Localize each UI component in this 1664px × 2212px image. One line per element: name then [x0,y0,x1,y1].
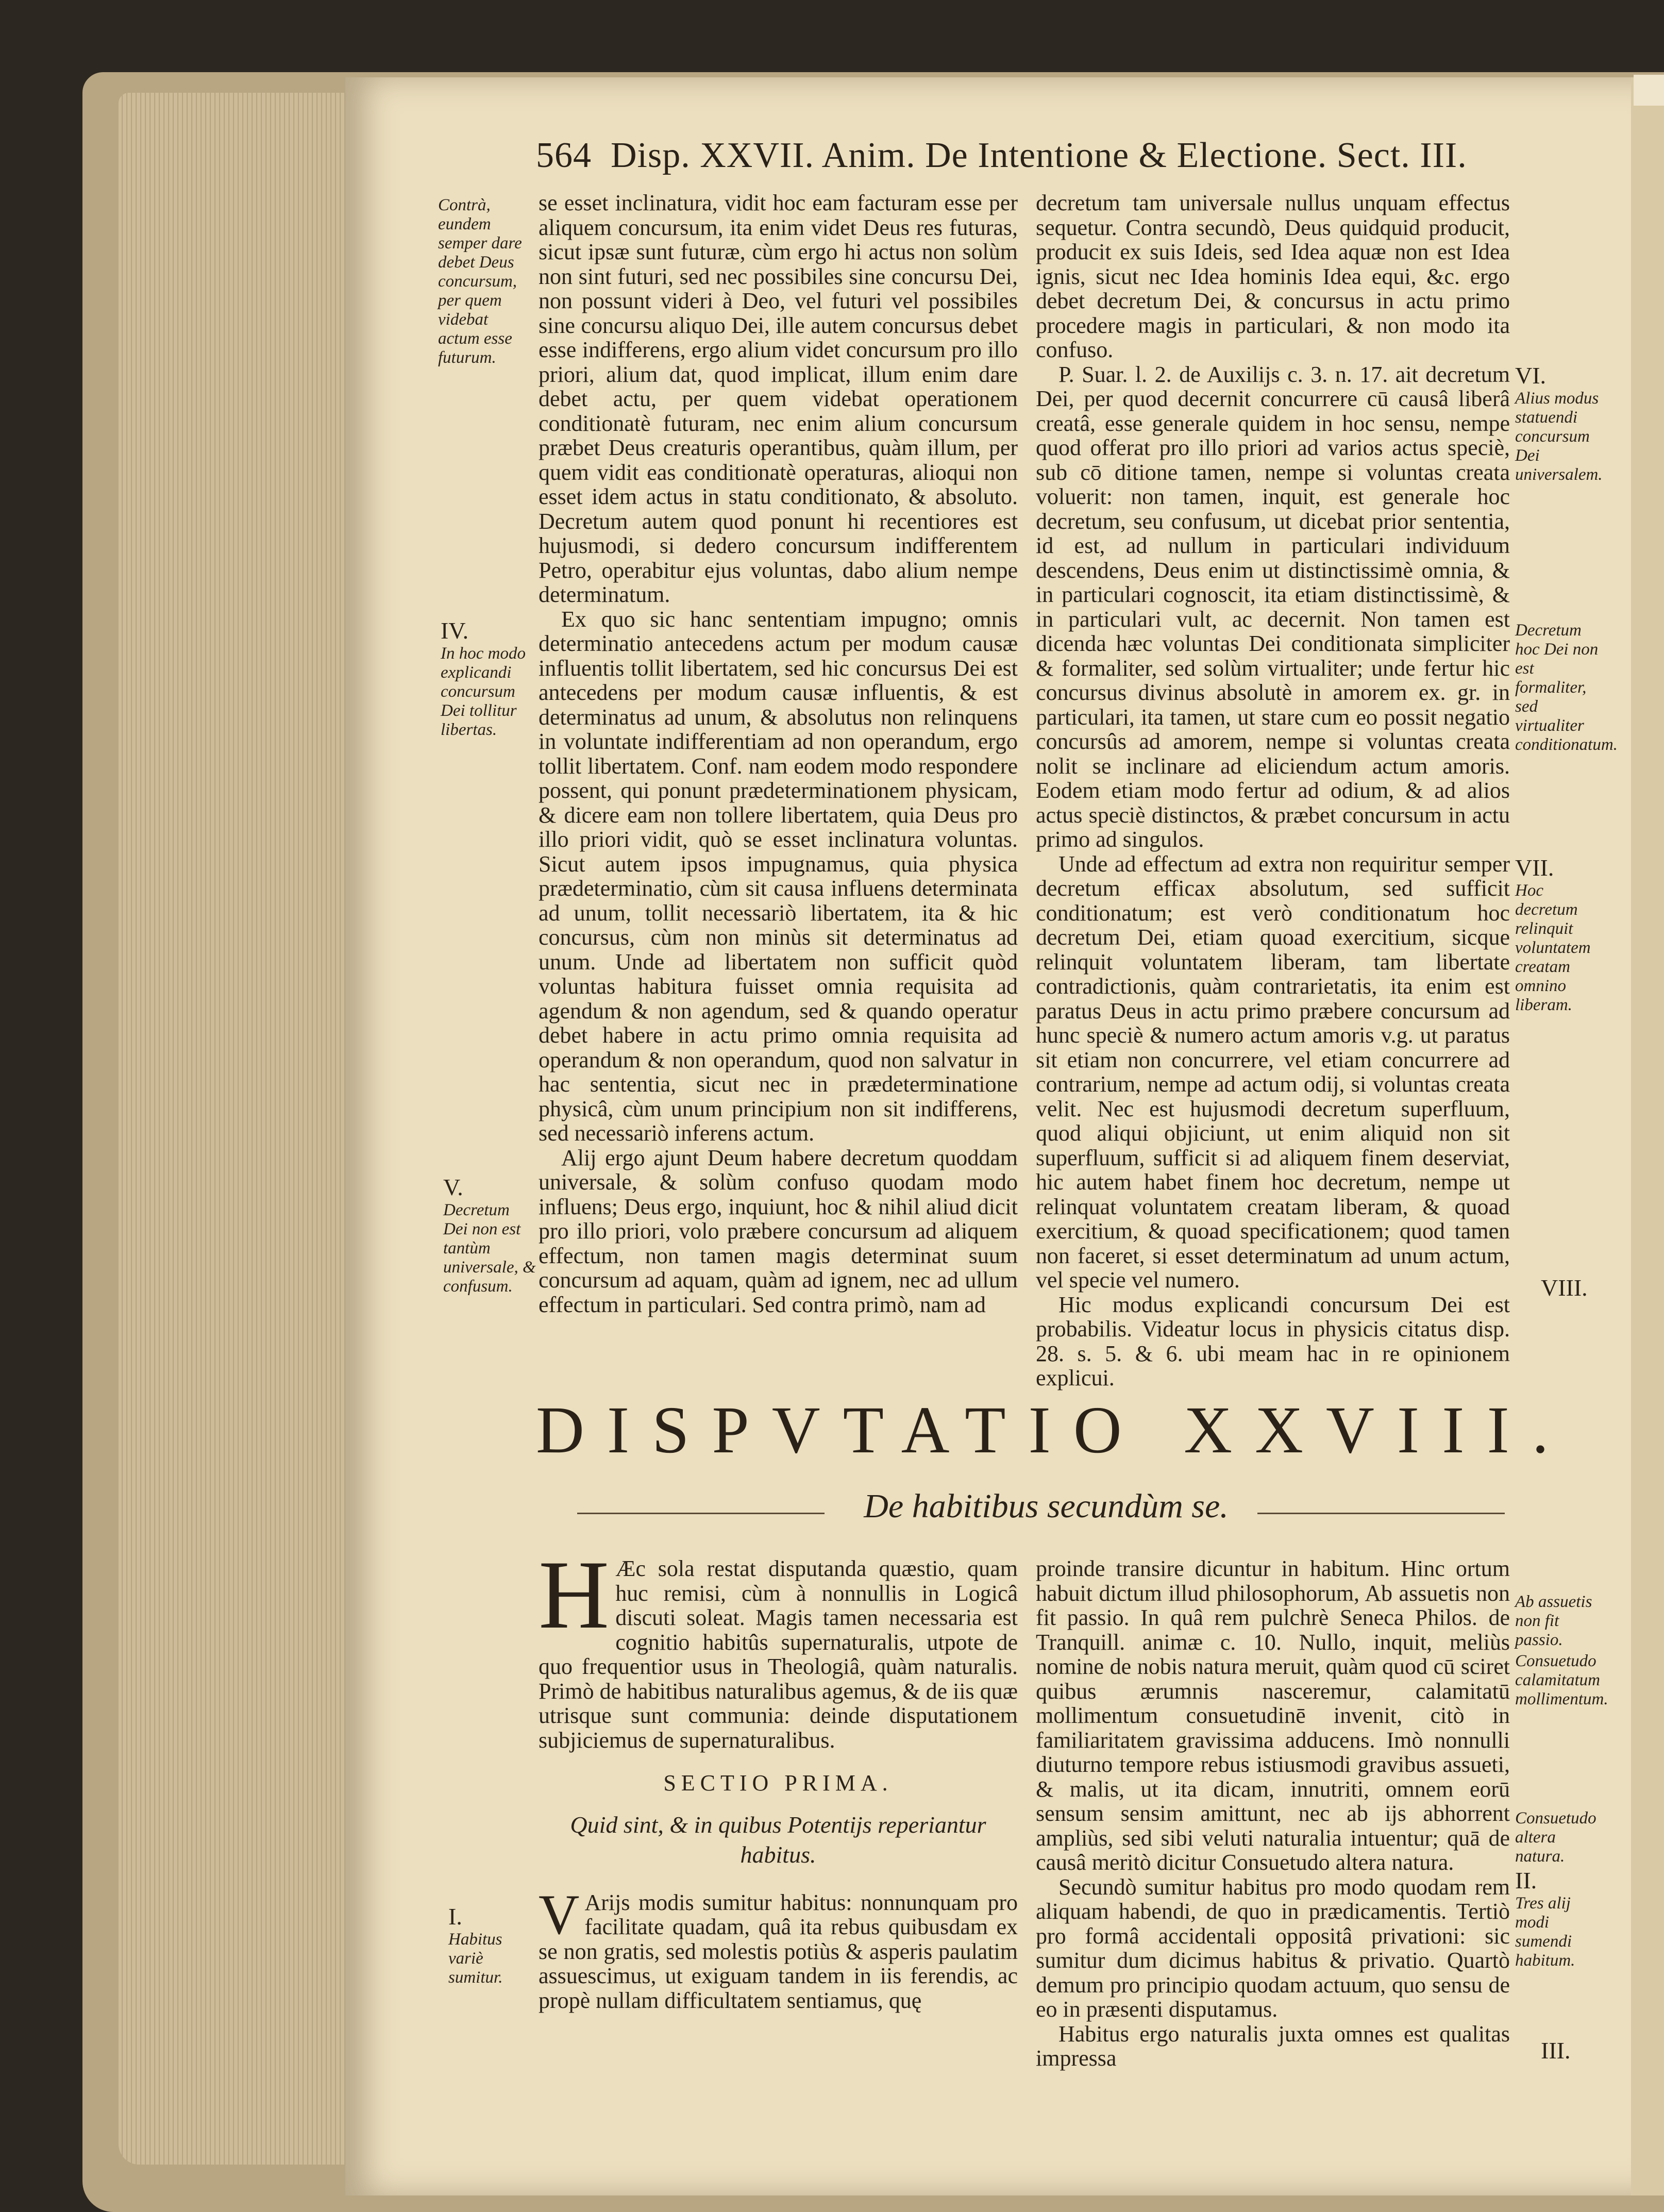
section-number: III. [1541,2037,1571,2064]
section-number: I. [448,1903,462,1930]
running-head-title: Disp. XXVII. Anim. De Intentione & Electione. Sect. III. [611,136,1467,175]
section-number: V. [443,1174,463,1200]
paragraph: se esset inclinatura, vidit hoc eam facturam esse per aliquem concursum, ita enim videt Deus res futuras, sicut ipsæ sunt futuræ, cùm ergo hi actus non solùm non sint futuri, sed nec possibiles sine concursu Dei, non possunt videri à Deo, vel futuri vel possibiles sine concursu aliquo Dei, ille autem concursus debet esse indifferens, ergo alium videt concursum pro illo priori, alium dat, quod implicat, illum enim dare debet actu, per quem videbat operationem conditionatè futuram, nec enim alium concursum præbet Deus creaturis operantibus, quàm illum, per quem vidit eas conditionatè operaturas, alioqui non esset idem actus in statu conditionato, & absoluto. Decretum autem quod ponunt hi recentiores est hujusmodi, si dedero concursum indifferentem Petro, operabitur ejus voluntas, dabo alium nempe determinatum. [539,190,1018,607]
section-number: IV. [441,617,469,644]
margin-note-9: Ab assuetis non fit passio. [1515,1593,1592,1649]
paragraph: Alij ergo ajunt Deum habere decretum quoddam universale, & solùm confuso quodam modo influens; Deus ergo, inquiunt, hoc & nihil aliud dicit pro illo priori, volo præbere concursum ad aliquem effectum, non tamen magis determinat suum concursum ad aquam, quàm ad ignem, nec ad ullum effectum in particulari. Sed contra primò, nam ad [539,1145,1018,1317]
margin-note-1: Contrà, eundem semper dare debet Deus concursum, per quem videbat actum esse futurum. [438,196,522,367]
intro-paragraph: H Æc sola restat disputanda quæstio, quam huc remisi, cùm à nonnullis in Logicâ discuti soleat. Magis tamen necessaria est cognitio habitûs supernaturalis, utpote de quo frequentior usus in Theologiâ, quàm naturalis. Primò de habitibus naturalibus agemus, & de iis quæ utrisque sunt communia: deinde disputationem subjiciemus de supernaturalibus. [539,1541,1018,1753]
column-right-bottom [1036,1556,1510,2071]
margin-note-2: IV. In hoc modo explicandi concursum Dei tollitur libertas. [441,621,536,740]
paragraph: Secundò sumitur habitus pro modo quodam rem aliquam habendi, de quo in prædicamentis. Tertiò pro formâ accidentali oppositâ privationi: sic sumitur dum dicimus habitus & privatio. Quartò demum pro principio quodam actuum, quo sensu de eo in præsenti disputamus. [1036,1874,1510,2022]
margin-note-11: Consuetudo altera natura. [1515,1809,1596,1866]
disputation-subtitle: De habitibus secundùm se. [864,1487,1229,1525]
paragraph: Hic modus explicandi concursum Dei est probabilis. Videatur locus in physicis citatus disp. 28. s. 5. & 6. ubi meam hac in re opinionem explicui. [1036,1292,1510,1390]
section-heading: SECTIO PRIMA. [663,1770,893,1796]
margin-note-3: V. Decretum Dei non est tantùm universale, & confusum. [443,1174,536,1296]
column-left-bottom [539,1541,1018,2013]
section-number: VIII. [1541,1275,1588,1301]
bookmark-strip [1634,75,1664,106]
margin-note-12: II. Tres alij modi sumendi habitum. [1515,1871,1605,1970]
margin-note-10: Consuetudo calamitatum mollimentum. [1515,1652,1608,1708]
column-right-top [1036,191,1510,1390]
running-head [536,135,1467,176]
drop-cap: H [539,1541,610,1649]
page-number: 564 [536,136,592,175]
paragraph: proinde transire dicuntur in habitum. Hinc ortum habuit dictum illud philosophorum, Ab assuetis non fit passio. In quâ rem pulchrè Seneca Philos. de Tranquill. animæ c. 10. Nullo, inquit, meliùs nomine de nobis natura meruit, quàm quod cū sciret quibus ærumnis nasceremur, calamitatū mollimentum consuetudinē invenit, citò in familiaritatem gravissima adducens. Imò nonnulli diuturno tempore rebus istiusmodi gravibus assueti, & malis, ut ita dicam, innutriti, omnem eorū sensum sensim amittunt, nec ab ijs abhorrent ampliùs, sed sibi veluti naturalia intuentur; quā de causâ meritò dicitur Consuetudo altera natura. [1036,1556,1510,1875]
section-title: Quid sint, & in quibus Potentijs reperiantur habitus. [570,1811,986,1868]
column-left-top [539,191,1018,1317]
margin-note-7 [1541,1275,1603,1301]
margin-note-5: Decretum hoc Dei non est formaliter, sed virtualiter conditionatum. [1515,621,1618,754]
paragraph: Unde ad effectum ad extra non requiritur semper decretum efficax absolutum, sed sufficit conditionatum; est verò conditionatum hoc decretum Dei, etiam quoad exercitium, sicque relinquit voluntatem liberam, tam libertate contradictionis, quàm contrarietatis, ita enim est paratus Deus in actu primo præbere concursum ad hunc speciè & numero actum amoris v.g. ut paratus sit etiam non concurrere, vel etiam concurrere ad contrarium, nempe ad actum odij, si voluntas creata velit. Nec est hujusmodi decretum superfluum, quod aliqui objiciunt, ut enim aliquid non sit superfluum, sufficit si ad aliquem finem deserviat, hic autem habet finem hoc decretum, nempe ut relinquat voluntatem creatam liberam, & quoad exercitium, & quoad specificationem; quod tamen non faceret, si esset determinatum ad unum actum, vel specie vel numero. [1036,851,1510,1293]
drop-cap: V [539,1883,580,1946]
paragraph: P. Suar. l. 2. de Auxilijs c. 3. n. 17. ait decretum Dei, per quod decernit concurrere cū causâ liberâ creatâ, esse generale quidem in hoc sensu, nempe quod offerat pro illo priori ad varios actus speciè, sub cō ditione tamen, nempe si voluntas creata voluerit: non tamen, inquit, est generale hoc decretum, seu confusum, ut dicebat prior sententia, id est, ad nullum in particulari individuum descendens, Deus enim ut distinctissimè omnia, & in particulari cognoscit, ita etiam distinctissimè, & in particulari vult, ac decernit. Non tamen est dicenda hæc voluntas Dei conditionata simpliciter & formaliter, sed solùm virtualiter; unde fertur hic concursus divinus absolutè in amorem ex. gr. in particulari, ita tamen, ut stare cum eo possit negatio concursûs ad amorem, nempe si voluntas creata nolit se inclinare ad eliciendum actum amoris. Eodem etiam modo fertur ad odium, & ad alios actus speciè distinctos, & præbet concursum in actu primo ad singulos. [1036,361,1510,852]
margin-note-13 [1541,2037,1603,2064]
section-number: II. [1515,1867,1537,1893]
disputation-title: DISPVTATIO XXVIII. [536,1393,1572,1467]
margin-note-4: VI. Alius modus statuendi concursum Dei universalem. [1515,366,1605,484]
facing-page-edge [1631,77,1664,2196]
paragraph: decretum tam universale nullus unquam effectus sequetur. Contra secundò, Deus quidquid producit, producit ex suis Ideis, sed Idea aquæ non est Idea ignis, sicut nec Idea hominis Idea equi, &c. ergo debet decretum Dei, & concursus in actu primo procedere magis in particulari, & non modo ita confuso. [1036,190,1510,362]
paragraph: Habitus ergo naturalis juxta omnes est qualitas impressa [1036,2021,1510,2071]
section-number: VI. [1515,362,1547,389]
paragraph: Ex quo sic hanc sententiam impugno; omnis determinatio antecedens actum per modum causæ influentis tollit libertatem, sed hic concursus Dei est antecedens per modum causæ influentis, & est determinatus ad unum, & absolutus non relinquens in voluntate indifferentiam ad non operandum, ergo tollit libertatem. Conf. nam eodem modo respondere possent, qui ponunt prædeterminationem physicam, & dicere eam non tollere libertatem, quia Deus pro illo priori vidit, quò se esset inclinatura voluntas. Sicut autem ipsos impugnamus, quia physica prædeterminatio, cùm sit causa influens determinata ad unum, tollit necessariò libertatem, ita & hic concursus, cùm non minùs sit determinatus ad unum. Unde ad libertatem non sufficit quòd voluntas habitura fuisset omnia requisita ad agendum & non agendum, sed & quando operatur debet habere in actu primo omnia requisita ad operandum & non operandum, quod non salvatur in hac sententia, sicut nec in prædeterminatione physicâ, cùm unum principium non sit indifferens, sed necessariò inferens actum. [539,606,1018,1146]
section-number: VII. [1515,854,1554,881]
margin-note-8: I. Habitus variè sumitur. [448,1907,536,1987]
paragraph: V Arijs modis sumitur habitus: nonnunquam pro facilitate quadam, quâ ita rebus quibusdam ex se non gratis, sed molestis potiùs & asperis paulatim assuescimus, ut exiguam tandem in iis ferendis, ac propè nullam difficultatem sentiamus, quę [539,1883,1018,2013]
page-edges [119,93,345,2165]
margin-note-6: VII. Hoc decretum relinquit voluntatem creatam omnino liberam. [1515,858,1605,1015]
